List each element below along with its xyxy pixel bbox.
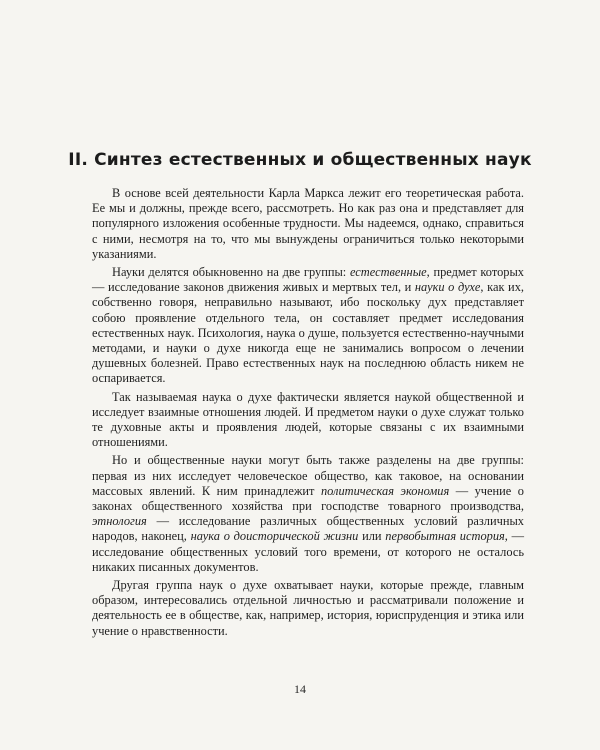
paragraph-4: [92, 453, 524, 575]
p4-emphasis-primitive-history: первобытная история: [385, 529, 505, 544]
p2-text-c: , предмет которых — исследование законов движения живых и мертвых тел, и: [92, 265, 524, 295]
chapter-heading: II. Синтез естественных и общественных наук: [68, 150, 532, 170]
p4-text-a: Но и общественные науки могут быть также разделены на две группы: первая из них исследует человеческое общество, как таковое, на основании массовых явлений. К ним принадлежит: [92, 453, 524, 498]
p4-emphasis-ethnology: этнология: [92, 514, 147, 529]
page-number: 14: [294, 682, 306, 696]
paragraph-5: Другая группа наук о духе охватывает науки, которые прежде, главным образом, интересовались отдельной личностью и рассматривали положение и деятельность ее в обществе, как, например, история, юриспруденция и этика или учение о нравственности.: [92, 578, 524, 638]
paragraph-3: Так называемая наука о духе фактически является наукой общественной и исследует взаимные отношения людей. И предметом науки о духе служат только те духовные акты и проявления людей, которые связаны с их взаимными отношениями.: [92, 389, 524, 450]
p4-text-i: , — исследование общественных условий того времени, от которого не осталось никаких писанных документов.: [92, 529, 525, 574]
p4-text-g: или: [358, 529, 386, 544]
p2-text-a: Науки делятся обыкновенно на две группы:: [112, 265, 350, 280]
paragraph-1: В основе всей деятельности Карла Маркса лежит его теоретическая работа. Ее мы и должны, прежде всего, рассмотреть. Но как раз она и представляет для популярного изложения особенные трудности. Мы надеемся, однако, справиться с ними, несмотря на то, что мы вынуждены ограничиться только некоторыми указаниями.: [92, 186, 524, 261]
p2-text-e: , как их, собственно говоря, неправильно называют, ибо поскольку дух представляет собою проявление отдельного тела, он составляет предмет исследования естественных наук. Психология, наука о душе, пользуется естественно-научными методами, и науки о духе никогда еще не занимались вопросом о лечении душевных болезней. Право естественных наук на последнюю область никем не оспаривается.: [92, 280, 524, 386]
p4-text-c: — учение о законах общественного хозяйства при господстве товарного производства,: [92, 483, 524, 514]
paragraph-2: [92, 265, 524, 387]
p2-emphasis-natural-sciences: естественные: [349, 265, 427, 280]
p4-text-e: — исследование различных общественных условий различных народов, наконец,: [92, 514, 524, 544]
p2-emphasis-sciences-of-spirit: науки о духе: [414, 280, 481, 295]
p4-emphasis-prehistoric-life: наука о доисторической жизни: [190, 529, 359, 544]
p4-emphasis-political-economy: политическая экономия: [320, 483, 450, 498]
body-text: [92, 186, 524, 642]
